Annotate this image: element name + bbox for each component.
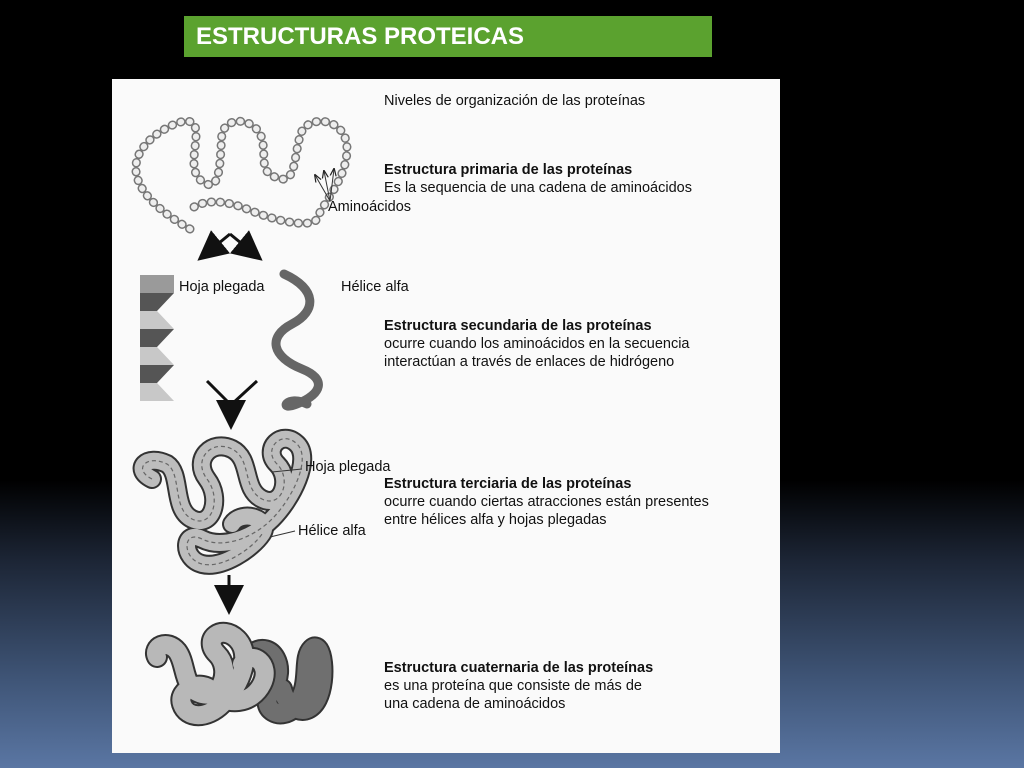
helix-label: Hélice alfa [341,279,409,295]
tertiary-helix-label: Hélice alfa [298,523,366,539]
tertiary-sheet-label: Hoja plegada [305,459,391,475]
tertiary-line2: entre hélices alfa y hojas plegadas [384,512,607,528]
secondary-line2: interactúan a través de enlaces de hidrógeno [384,354,675,370]
primary-title: Estructura primaria de las proteínas [384,162,633,178]
diagram-heading: Niveles de organización de las proteínas [384,93,646,109]
tertiary-fold [143,439,303,565]
merge-arrows [207,381,257,424]
alpha-helix [276,274,318,406]
quaternary-line2: una cadena de aminoácidos [384,696,566,712]
quaternary-line1: es una proteína que consiste de más de [384,678,642,694]
tertiary-line1: ocurre cuando ciertas atracciones están presentes [384,494,709,510]
slide-title: ESTRUCTURAS PROTEICAS [184,16,712,57]
split-arrows [202,234,258,257]
primary-line1: Es la sequencia de una cadena de aminoácidos [384,180,692,196]
quaternary-title: Estructura cuaternaria de las proteínas [384,660,654,676]
secondary-line1: ocurre cuando los aminoácidos en la secuencia [384,336,690,352]
quaternary-complex [156,633,322,715]
sheet-label: Hoja plegada [179,279,265,295]
aminoacid-label: Aminoácidos [328,199,412,215]
diagram-panel [112,79,780,753]
secondary-title: Estructura secundaria de las proteínas [384,318,652,334]
pleated-sheet [140,275,174,401]
tertiary-title: Estructura terciaria de las proteínas [384,476,632,492]
